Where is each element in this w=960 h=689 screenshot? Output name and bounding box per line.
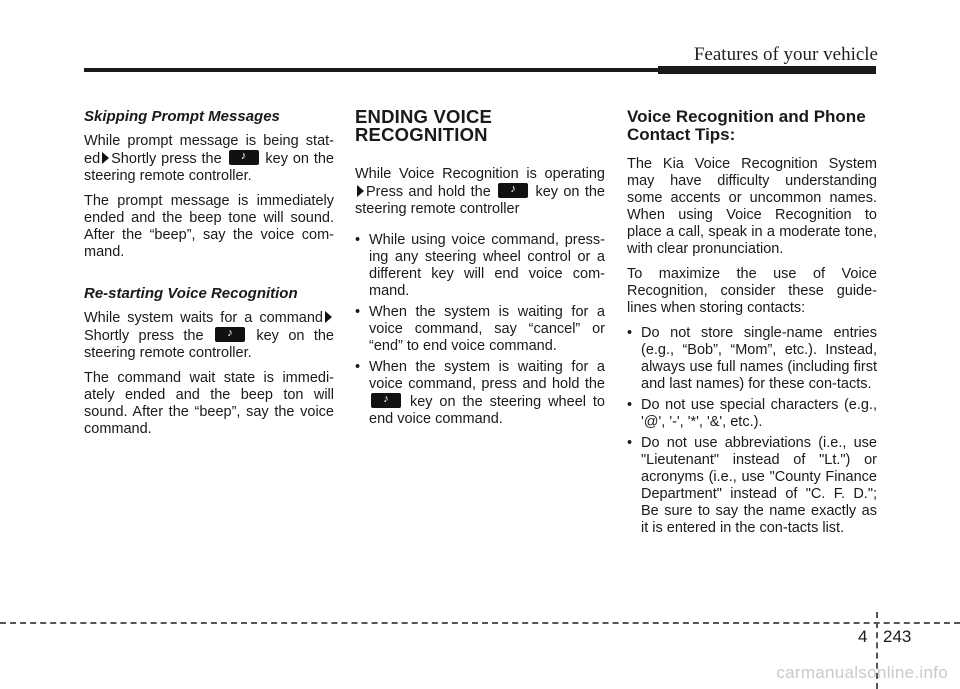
- restart-p1-text-c: key on the steering remote controller.: [84, 328, 335, 361]
- bullet3-text-a: When the system is waiting for a voice command, press and hold the: [369, 359, 605, 392]
- right-arrow-icon: [102, 152, 109, 164]
- list-item: • Do not use special characters (e.g., '@', '-', '*', '&', etc.).: [627, 397, 877, 431]
- watermark: carmanualsonline.info: [776, 663, 948, 682]
- tips-paragraph-1: The Kia Voice Recognition System may have difficulty understanding some accents or uncommon names. When using Voice Recognition to place a call, speak in a moderate tone, with clear pronunciation.: [627, 156, 877, 257]
- page-number: 243: [883, 627, 912, 646]
- voice-recognition-key-icon: [498, 183, 528, 198]
- skip-p1-text-b: Shortly press the: [111, 151, 222, 167]
- list-item: [355, 359, 605, 428]
- list-item: • Do not use abbreviations (i.e., use "Lieutenant" instead of "Lt.") or acronyms (i.e., use "County Finance Department" instead of "C. F. D."; Be sure to say the name exactly as it is entered in the con-tacts list.: [627, 435, 877, 537]
- restart-paragraph-2: The command wait state is immedi-ately ended and the beep ton will sound. After the “beep”, say the voice command.: [84, 370, 334, 437]
- skip-paragraph-2: The prompt message is immediately ended and the beep tone will sound. After the “beep”, say the voice com-mand.: [84, 193, 334, 260]
- bullet3-text-b: key on the steering wheel to end voice command.: [369, 394, 605, 427]
- chapter-number: 4: [858, 627, 868, 646]
- list-item: • While using voice command, press-ing any steering wheel control or a different key will end voice com-mand.: [355, 232, 605, 300]
- right-arrow-icon: [325, 311, 332, 323]
- restart-paragraph-1: [84, 310, 334, 362]
- column-left: [84, 108, 334, 446]
- restart-heading: Re-starting Voice Recognition: [84, 285, 298, 302]
- tips-bullet-list: [627, 325, 877, 537]
- list-item: • When the system is waiting for a voice command, say “cancel” or “end” to end voice command.: [355, 304, 605, 355]
- skip-heading: Skipping Prompt Messages: [84, 108, 280, 125]
- voice-recognition-key-icon: [371, 393, 401, 408]
- ending-p1-text-a: While Voice Recognition is operating: [355, 166, 605, 182]
- footer-rule: [0, 622, 960, 624]
- skip-p1-text-a: While prompt message is being stat-ed: [84, 133, 334, 167]
- ending-voice-heading: ENDING VOICE RECOGNITION: [355, 106, 493, 145]
- tips-paragraph-2: To maximize the use of Voice Recognition, consider these guide-lines when storing contacts:: [627, 266, 877, 316]
- ending-p1-text-b: Press and hold the: [366, 184, 491, 200]
- ending-bullet-list: [355, 232, 605, 428]
- ending-p1-text-c: key on the steering remote controller: [355, 184, 605, 217]
- restart-p1-text-a: While system waits for a command: [84, 310, 323, 326]
- ending-paragraph-1: [355, 166, 605, 218]
- list-item: • Do not store single-name entries (e.g., “Bob”, “Mom”, etc.). Instead, always use full names (including first and last names) for these con-tacts.: [627, 325, 877, 393]
- voice-recognition-key-icon: [229, 150, 259, 165]
- header-rule-accent: [658, 66, 876, 74]
- column-middle: [355, 108, 605, 432]
- column-right: [627, 108, 877, 541]
- voice-recognition-key-icon: [215, 327, 245, 342]
- tips-heading: Voice Recognition and Phone Contact Tips:: [627, 107, 866, 144]
- skip-paragraph-1: [84, 133, 334, 185]
- right-arrow-icon: [357, 185, 364, 197]
- skip-p1-text-c: key on the steering remote controller.: [84, 151, 334, 184]
- restart-p1-text-b: Shortly press the: [84, 328, 204, 344]
- header-title: Features of your vehicle: [693, 44, 878, 65]
